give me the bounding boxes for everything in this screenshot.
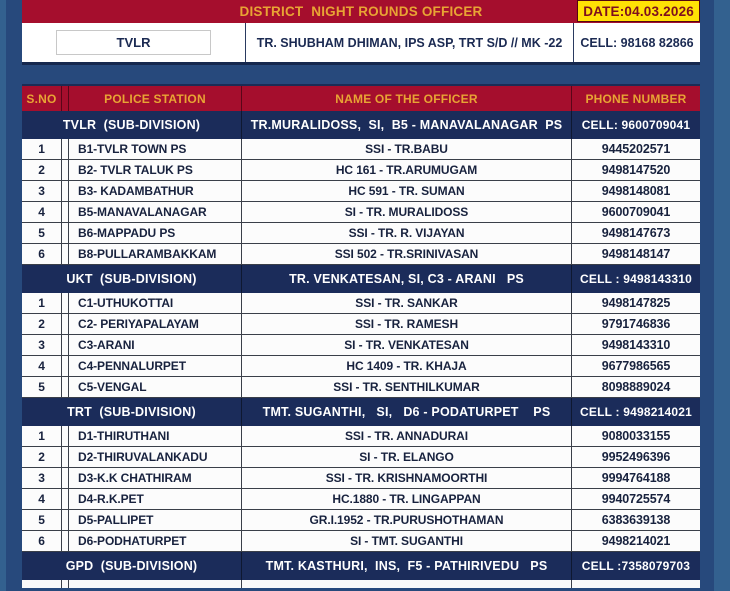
table-header-row <box>22 86 700 111</box>
row-spacer <box>62 314 69 334</box>
row-phone: 9498147825 <box>601 296 671 310</box>
row-phone: 6383639138 <box>601 513 671 527</box>
row-sno: 4 <box>22 202 62 222</box>
row-phone: 9498147520 <box>601 163 671 177</box>
row-spacer <box>62 426 69 446</box>
partial-next-row <box>22 580 700 588</box>
row-spacer <box>62 335 69 355</box>
row-officer: SI - TMT. SUGANTHI <box>242 531 572 551</box>
subdivision-phone: CELL: 9600709041 <box>581 118 691 132</box>
subdivision-officer: TMT. KASTHURI, INS, F5 - PATHIRIVEDU PS <box>242 552 572 580</box>
table-row <box>22 468 700 489</box>
row-sno: 3 <box>22 181 62 201</box>
row-station: D2-THIRUVALANKADU <box>69 447 242 467</box>
table-row <box>22 335 700 356</box>
row-officer: SSI - TR. ANNADURAI <box>242 426 572 446</box>
row-station: D4-R.K.PET <box>69 489 242 509</box>
column-header-phone: PHONE NUMBER <box>585 91 687 106</box>
row-phone: 9940725574 <box>601 492 671 506</box>
row-spacer <box>62 531 69 551</box>
duty-officer-phone-cell: CELL: 98168 82866 <box>573 23 700 62</box>
row-station: D3-K.K CHATHIRAM <box>69 468 242 488</box>
row-spacer <box>62 356 69 376</box>
table-row <box>22 160 700 181</box>
row-officer: SSI - TR. SENTHILKUMAR <box>242 377 572 397</box>
table-sections <box>22 111 700 580</box>
row-sno: 3 <box>22 335 62 355</box>
subdivision-band <box>22 265 700 293</box>
subdivision-label: GPD (SUB-DIVISION) <box>22 552 242 580</box>
duty-officer-row <box>22 23 700 65</box>
row-officer: SI - TR. VENKATESAN <box>242 335 572 355</box>
subdivision-label: TVLR (SUB-DIVISION) <box>22 111 242 139</box>
row-officer: SSI - TR. RAMESH <box>242 314 572 334</box>
row-officer: SSI - TR. R. VIJAYAN <box>242 223 572 243</box>
row-station: C3-ARANI <box>69 335 242 355</box>
column-header-officer: NAME OF THE OFFICER <box>242 86 572 111</box>
duty-unit-label: TVLR <box>56 30 212 55</box>
row-phone: 9952496396 <box>601 450 671 464</box>
row-sno: 4 <box>22 356 62 376</box>
subdivision-officer: TR. VENKATESAN, SI, C3 - ARANI PS <box>242 265 572 293</box>
roster-table <box>22 84 700 588</box>
row-spacer <box>62 139 69 159</box>
right-edge-strip <box>714 0 730 591</box>
row-station: D5-PALLIPET <box>69 510 242 530</box>
partial-cell <box>69 580 242 588</box>
row-station: B8-PULLARAMBAKKAM <box>69 244 242 264</box>
column-header-station: POLICE STATION <box>69 86 242 111</box>
title-bar <box>22 0 700 23</box>
table-row <box>22 181 700 202</box>
partial-cell <box>22 580 62 588</box>
subdivision-phone: CELL : 9498143310 <box>580 272 692 286</box>
row-spacer <box>62 202 69 222</box>
row-spacer <box>62 447 69 467</box>
row-station: D6-PODHATURPET <box>69 531 242 551</box>
table-row <box>22 531 700 552</box>
row-officer: SI - TR. ELANGO <box>242 447 572 467</box>
row-phone: 9498148081 <box>601 184 671 198</box>
row-sno: 6 <box>22 531 62 551</box>
row-officer: HC 1409 - TR. KHAJA <box>242 356 572 376</box>
row-phone: 9498143310 <box>601 338 671 352</box>
row-sno: 2 <box>22 160 62 180</box>
row-station: C1-UTHUKOTTAI <box>69 293 242 313</box>
table-row <box>22 377 700 398</box>
row-phone: 9498148147 <box>601 247 671 261</box>
row-sno: 5 <box>22 223 62 243</box>
row-phone: 8098889024 <box>601 380 671 394</box>
row-sno: 4 <box>22 489 62 509</box>
page-title: DISTRICT NIGHT ROUNDS OFFICER <box>239 4 483 19</box>
table-row <box>22 489 700 510</box>
subdivision-band <box>22 398 700 426</box>
row-officer: SSI - TR. SANKAR <box>242 293 572 313</box>
partial-cell <box>572 580 700 588</box>
row-sno: 5 <box>22 510 62 530</box>
table-row <box>22 223 700 244</box>
row-spacer <box>62 293 69 313</box>
row-sno: 1 <box>22 293 62 313</box>
row-sno: 1 <box>22 426 62 446</box>
row-phone: 9498147673 <box>601 226 671 240</box>
row-station: B3- KADAMBATHUR <box>69 181 242 201</box>
subdivision-officer: TR.MURALIDOSS, SI, B5 - MANAVALANAGAR PS <box>242 111 572 139</box>
column-header-sno: S.NO <box>22 86 62 111</box>
row-station: C5-VENGAL <box>69 377 242 397</box>
row-phone: 9994764188 <box>601 471 671 485</box>
row-sno: 3 <box>22 468 62 488</box>
row-spacer <box>62 377 69 397</box>
background-gap <box>22 65 700 84</box>
partial-cell <box>62 580 69 588</box>
roster-content <box>22 0 700 588</box>
table-row <box>22 202 700 223</box>
row-spacer <box>62 244 69 264</box>
duty-unit-cell <box>22 23 245 62</box>
table-row <box>22 426 700 447</box>
row-officer: HC 161 - TR.ARUMUGAM <box>242 160 572 180</box>
row-officer: SSI - TR.BABU <box>242 139 572 159</box>
row-officer: GR.I.1952 - TR.PURUSHOTHAMAN <box>242 510 572 530</box>
row-phone: 9498214021 <box>601 534 671 548</box>
row-officer: HC 591 - TR. SUMAN <box>242 181 572 201</box>
row-officer: HC.1880 - TR. LINGAPPAN <box>242 489 572 509</box>
row-sno: 2 <box>22 314 62 334</box>
row-phone: 9677986565 <box>601 359 671 373</box>
date-badge: DATE:04.03.2026 <box>577 0 700 22</box>
table-row <box>22 314 700 335</box>
row-spacer <box>62 510 69 530</box>
table-row <box>22 139 700 160</box>
duty-officer-name-cell: TR. SHUBHAM DHIMAN, IPS ASP, TRT S/D // MK -22 <box>245 23 573 62</box>
subdivision-band <box>22 111 700 139</box>
partial-cell <box>242 580 572 588</box>
row-officer: SSI 502 - TR.SRINIVASAN <box>242 244 572 264</box>
subdivision-phone: CELL :7358079703 <box>581 559 691 573</box>
table-row <box>22 447 700 468</box>
row-spacer <box>62 181 69 201</box>
subdivision-label: TRT (SUB-DIVISION) <box>22 398 242 426</box>
row-station: B1-TVLR TOWN PS <box>69 139 242 159</box>
subdivision-officer: TMT. SUGANTHI, SI, D6 - PODATURPET PS <box>242 398 572 426</box>
row-sno: 5 <box>22 377 62 397</box>
row-officer: SI - TR. MURALIDOSS <box>242 202 572 222</box>
row-phone: 9600709041 <box>601 205 671 219</box>
table-row <box>22 244 700 265</box>
row-sno: 6 <box>22 244 62 264</box>
subdivision-band <box>22 552 700 580</box>
row-phone: 9791746836 <box>601 317 671 331</box>
subdivision-phone: CELL : 9498214021 <box>580 405 692 419</box>
row-spacer <box>62 489 69 509</box>
row-spacer <box>62 160 69 180</box>
row-sno: 1 <box>22 139 62 159</box>
subdivision-label: UKT (SUB-DIVISION) <box>22 265 242 293</box>
row-phone: 9080033155 <box>601 429 671 443</box>
column-header-spacer <box>62 86 69 111</box>
row-phone: 9445202571 <box>601 142 671 156</box>
table-row <box>22 510 700 531</box>
row-station: B6-MAPPADU PS <box>69 223 242 243</box>
left-edge-strip <box>0 0 6 591</box>
row-sno: 2 <box>22 447 62 467</box>
table-row <box>22 356 700 377</box>
row-station: C4-PENNALURPET <box>69 356 242 376</box>
table-row <box>22 293 700 314</box>
row-spacer <box>62 223 69 243</box>
row-station: C2- PERIYAPALAYAM <box>69 314 242 334</box>
row-station: B2- TVLR TALUK PS <box>69 160 242 180</box>
row-station: B5-MANAVALANAGAR <box>69 202 242 222</box>
row-officer: SSI - TR. KRISHNAMOORTHI <box>242 468 572 488</box>
row-station: D1-THIRUTHANI <box>69 426 242 446</box>
row-spacer <box>62 468 69 488</box>
